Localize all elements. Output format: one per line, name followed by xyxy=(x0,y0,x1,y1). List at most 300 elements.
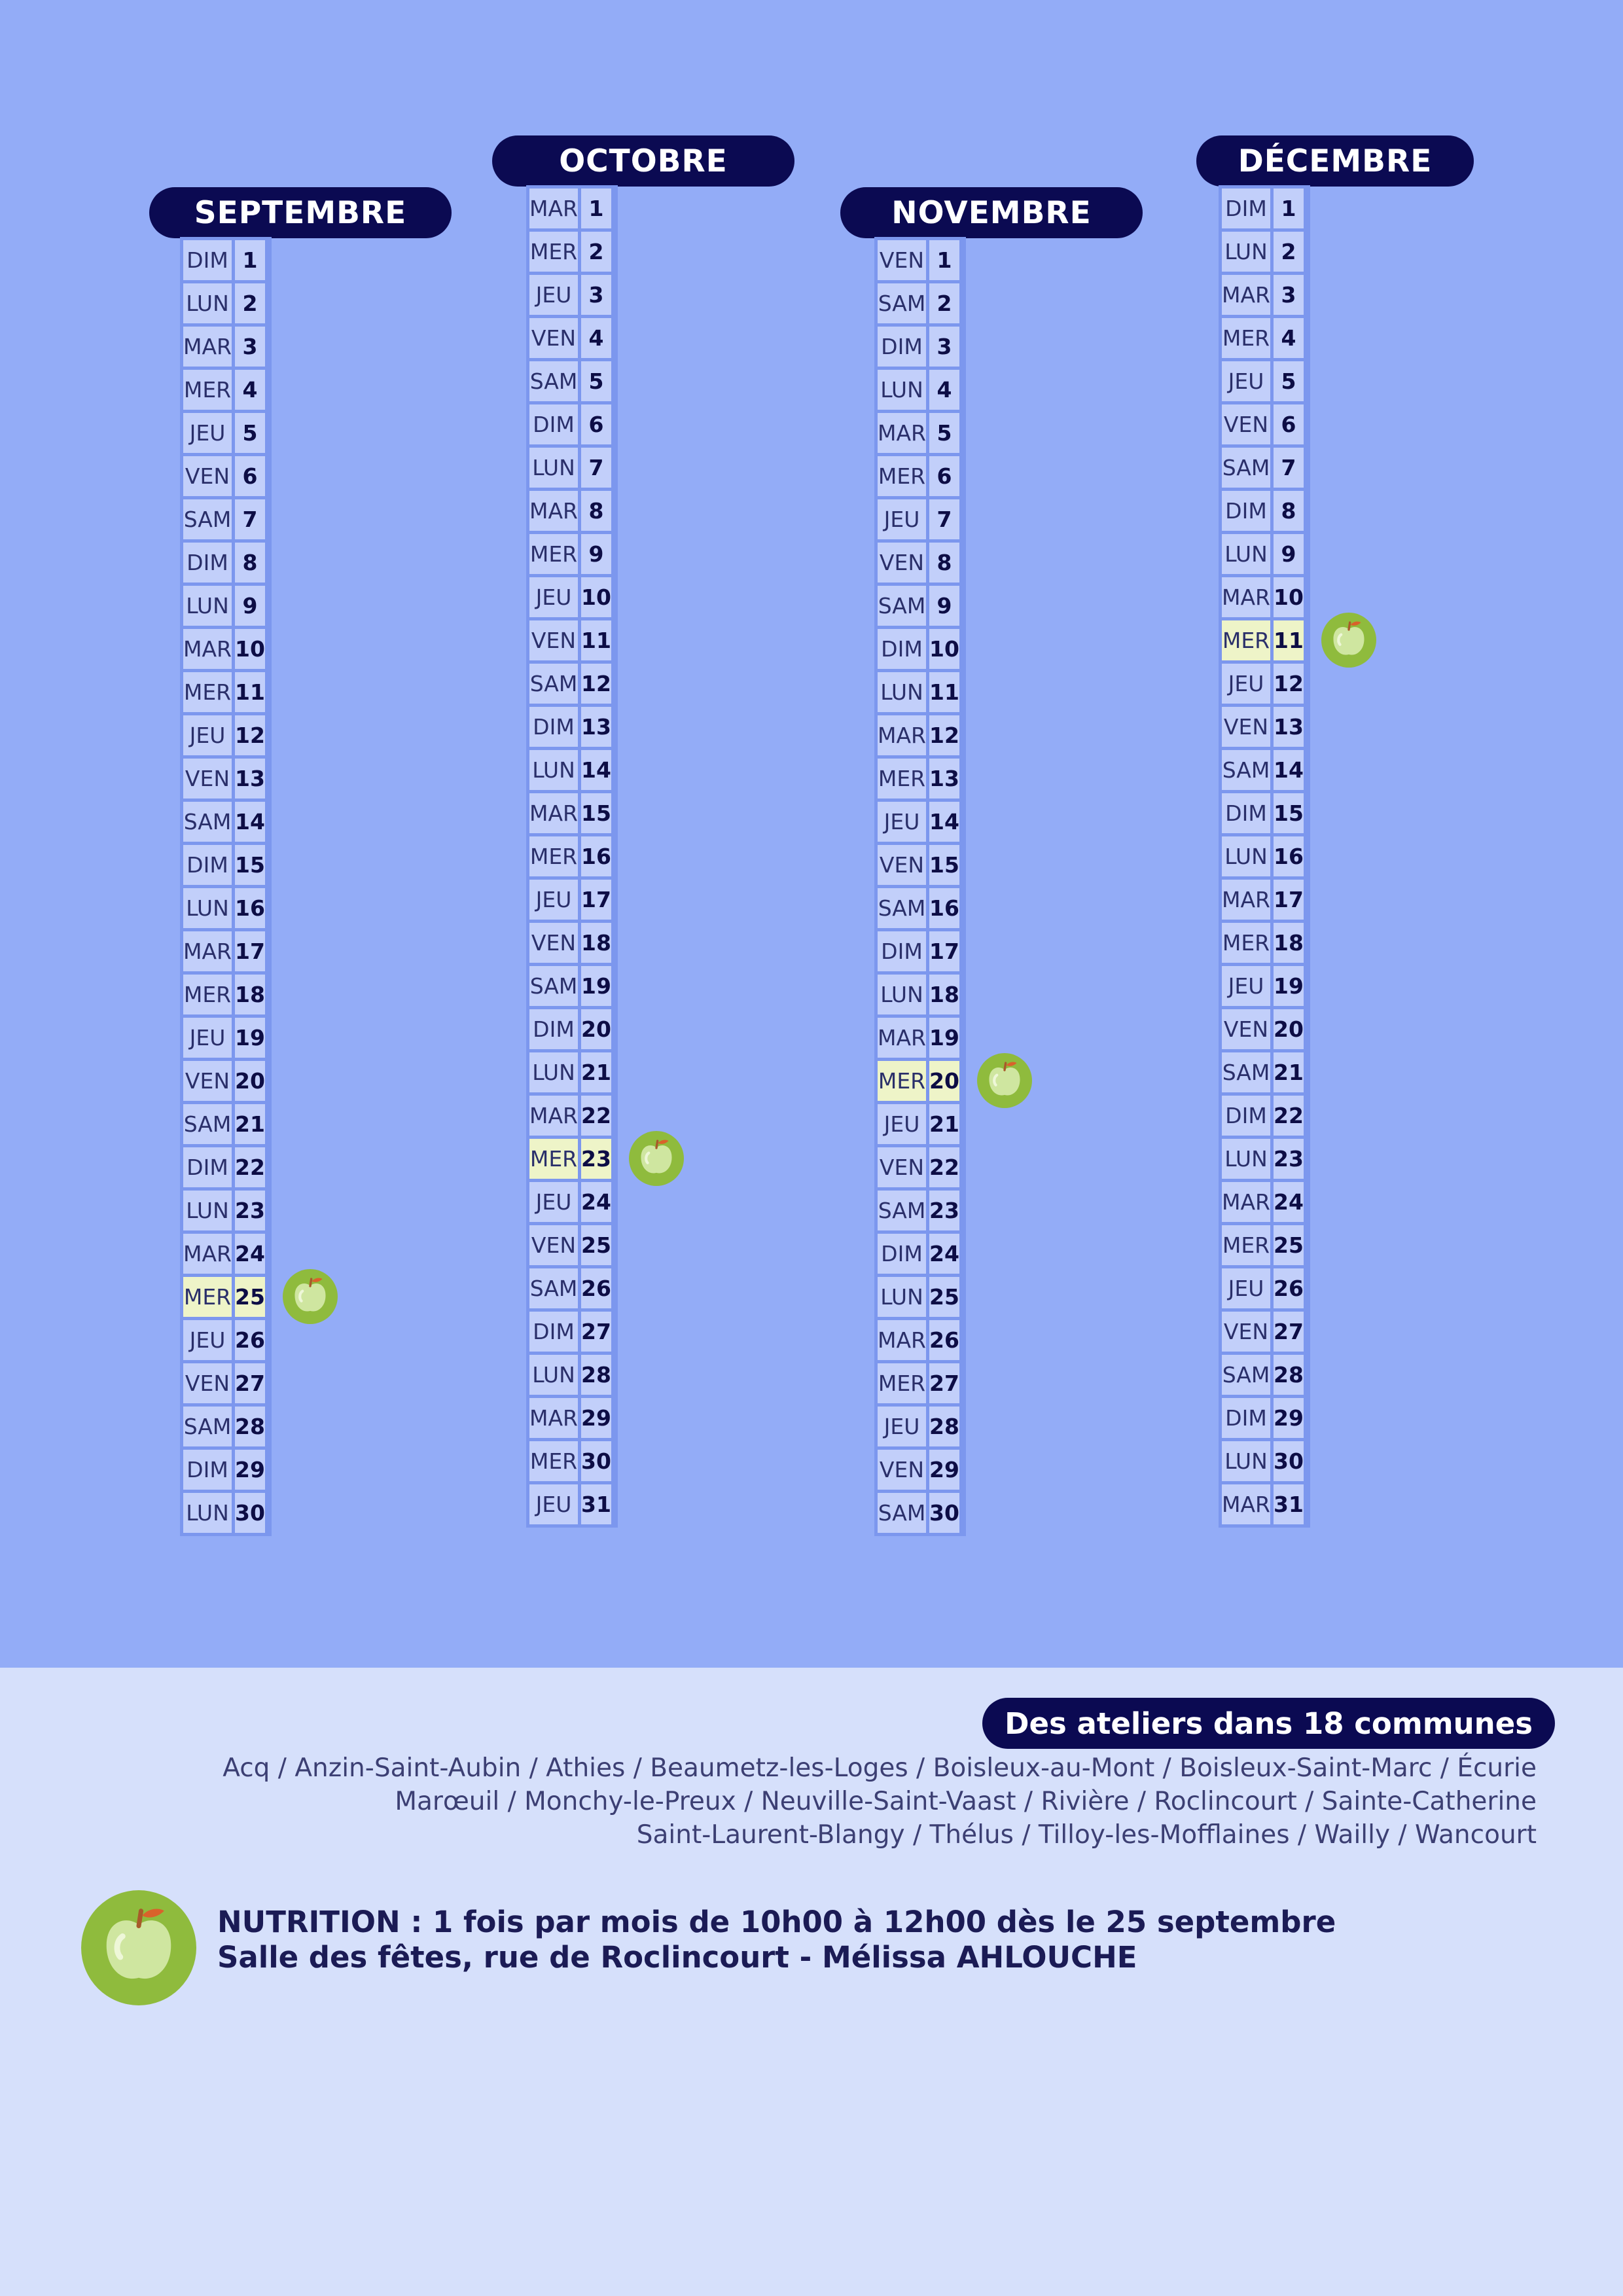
activity-cell xyxy=(613,403,616,446)
calendar-row xyxy=(876,1016,965,1060)
communes-list xyxy=(58,1751,1537,1852)
calendar-row xyxy=(1221,317,1309,360)
weekday-cell: VEN xyxy=(876,239,928,282)
date-cell: 27 xyxy=(1272,1310,1305,1354)
activity-cell xyxy=(266,1492,270,1535)
date-cell: 27 xyxy=(579,1310,613,1354)
weekday-cell: MAR xyxy=(528,1397,580,1440)
calendar-row xyxy=(876,930,965,973)
date-cell: 24 xyxy=(1272,1181,1305,1224)
date-cell: 10 xyxy=(1272,576,1305,619)
date-cell: 26 xyxy=(1272,1267,1305,1310)
date-cell: 18 xyxy=(233,973,266,1016)
weekday-cell: MER xyxy=(1221,317,1272,360)
calendar-row xyxy=(1221,749,1309,792)
activity-cell xyxy=(961,1016,964,1060)
activity-cell xyxy=(266,584,270,628)
calendar-row xyxy=(1221,490,1309,533)
activity-cell xyxy=(961,1448,964,1492)
activity-cell xyxy=(613,922,616,965)
activity-cell xyxy=(1305,835,1308,878)
date-cell: 30 xyxy=(233,1492,266,1535)
weekday-cell: JEU xyxy=(528,878,580,922)
activity-cell xyxy=(266,1319,270,1362)
calendar-row xyxy=(876,239,965,282)
date-cell: 7 xyxy=(233,498,266,541)
calendar-row xyxy=(876,1103,965,1146)
date-cell: 4 xyxy=(579,317,613,360)
date-cell: 26 xyxy=(927,1319,961,1362)
date-cell: 5 xyxy=(1272,360,1305,403)
calendar-table xyxy=(1219,185,1310,1528)
calendar-row xyxy=(1221,792,1309,835)
date-cell: 22 xyxy=(927,1146,961,1189)
calendar-row xyxy=(1221,446,1309,490)
activity-cell xyxy=(961,1362,964,1405)
calendar-row xyxy=(182,412,270,455)
date-cell: 11 xyxy=(579,619,613,662)
calendar-row xyxy=(876,844,965,887)
weekday-cell: SAM xyxy=(1221,446,1272,490)
activity-cell xyxy=(1305,1224,1308,1267)
weekday-cell: MAR xyxy=(876,1319,928,1362)
date-cell: 27 xyxy=(233,1362,266,1405)
weekday-cell: MAR xyxy=(1221,274,1272,317)
activity-cell xyxy=(961,714,964,757)
date-cell: 23 xyxy=(579,1138,613,1181)
calendar-row xyxy=(1221,230,1309,274)
activity-cell xyxy=(961,1103,964,1146)
calendar-row xyxy=(876,887,965,930)
calendar-row xyxy=(528,706,616,749)
calendar-row xyxy=(1221,922,1309,965)
date-cell: 18 xyxy=(579,922,613,965)
weekday-cell: VEN xyxy=(876,1448,928,1492)
activity-cell xyxy=(1305,662,1308,706)
date-cell: 1 xyxy=(233,239,266,282)
weekday-cell: LUN xyxy=(1221,533,1272,576)
calendar-row xyxy=(528,1051,616,1094)
calendar-row xyxy=(182,757,270,800)
date-cell: 14 xyxy=(1272,749,1305,792)
date-cell: 15 xyxy=(233,844,266,887)
activity-cell xyxy=(613,187,616,230)
date-cell: 21 xyxy=(233,1103,266,1146)
activity-cell xyxy=(266,671,270,714)
activity-cell xyxy=(613,792,616,835)
date-cell: 20 xyxy=(579,1008,613,1051)
activity-cell xyxy=(961,844,964,887)
weekday-cell: JEU xyxy=(876,1103,928,1146)
weekday-cell: MER xyxy=(182,1276,234,1319)
activity-cell xyxy=(1305,1008,1308,1051)
date-cell: 29 xyxy=(1272,1397,1305,1440)
date-cell: 4 xyxy=(1272,317,1305,360)
date-cell: 13 xyxy=(1272,706,1305,749)
weekday-cell: VEN xyxy=(182,757,234,800)
weekday-cell: JEU xyxy=(528,1181,580,1224)
date-cell: 1 xyxy=(1272,187,1305,230)
activity-cell xyxy=(613,835,616,878)
activity-cell xyxy=(1305,576,1308,619)
calendar-row xyxy=(528,922,616,965)
weekday-cell: SAM xyxy=(1221,749,1272,792)
calendar-row xyxy=(1221,1138,1309,1181)
calendar-row xyxy=(528,1310,616,1354)
activity-cell xyxy=(1305,1483,1308,1526)
activity-cell xyxy=(1305,1440,1308,1483)
date-cell: 24 xyxy=(579,1181,613,1224)
weekday-cell: LUN xyxy=(876,671,928,714)
weekday-cell: MER xyxy=(1221,1224,1272,1267)
date-cell: 19 xyxy=(927,1016,961,1060)
date-cell: 20 xyxy=(233,1060,266,1103)
activity-cell xyxy=(613,619,616,662)
activity-cell xyxy=(613,446,616,490)
weekday-cell: VEN xyxy=(182,455,234,498)
weekday-cell: JEU xyxy=(876,498,928,541)
weekday-cell: DIM xyxy=(876,930,928,973)
weekday-cell: JEU xyxy=(182,412,234,455)
activity-cell xyxy=(613,1397,616,1440)
activity-cell xyxy=(266,757,270,800)
activity-cell xyxy=(1305,965,1308,1008)
weekday-cell: LUN xyxy=(876,973,928,1016)
calendar-row xyxy=(182,800,270,844)
date-cell: 13 xyxy=(579,706,613,749)
date-cell: 13 xyxy=(233,757,266,800)
date-cell: 11 xyxy=(233,671,266,714)
calendar-row xyxy=(1221,1267,1309,1310)
weekday-cell: JEU xyxy=(1221,360,1272,403)
date-cell: 1 xyxy=(579,187,613,230)
activity-cell xyxy=(1305,230,1308,274)
calendar-row xyxy=(528,360,616,403)
weekday-cell: SAM xyxy=(876,1189,928,1232)
calendar-row xyxy=(182,1146,270,1189)
calendar-row xyxy=(182,628,270,671)
weekday-cell: JEU xyxy=(1221,965,1272,1008)
activity-cell xyxy=(961,1146,964,1189)
date-cell: 30 xyxy=(1272,1440,1305,1483)
activity-cell xyxy=(1305,317,1308,360)
activity-cell xyxy=(1305,1397,1308,1440)
calendar-row xyxy=(1221,187,1309,230)
weekday-cell: VEN xyxy=(876,541,928,584)
date-cell: 5 xyxy=(927,412,961,455)
activity-cell xyxy=(266,1189,270,1232)
calendar-row xyxy=(182,1016,270,1060)
weekday-cell: JEU xyxy=(528,576,580,619)
activity-cell xyxy=(961,1276,964,1319)
date-cell: 16 xyxy=(1272,835,1305,878)
date-cell: 17 xyxy=(579,878,613,922)
calendar-row xyxy=(182,1362,270,1405)
activity-cell xyxy=(266,282,270,325)
weekday-cell: MAR xyxy=(528,187,580,230)
date-cell: 7 xyxy=(579,446,613,490)
calendar-row xyxy=(182,1405,270,1448)
apple-icon xyxy=(283,1269,338,1324)
calendar-row xyxy=(876,1492,965,1535)
activity-cell xyxy=(1305,1181,1308,1224)
activity-cell xyxy=(266,628,270,671)
date-cell: 21 xyxy=(579,1051,613,1094)
activity-cell xyxy=(613,1138,616,1181)
date-cell: 3 xyxy=(579,274,613,317)
calendar-row xyxy=(876,1362,965,1405)
activity-cell xyxy=(961,757,964,800)
activity-cell xyxy=(1305,1267,1308,1310)
calendar-row xyxy=(182,844,270,887)
date-cell: 16 xyxy=(579,835,613,878)
date-cell: 12 xyxy=(927,714,961,757)
activity-cell xyxy=(266,498,270,541)
calendar-row xyxy=(182,1060,270,1103)
weekday-cell: DIM xyxy=(528,1008,580,1051)
date-cell: 5 xyxy=(233,412,266,455)
weekday-cell: LUN xyxy=(1221,230,1272,274)
activity-cell xyxy=(961,1189,964,1232)
calendar-row xyxy=(182,671,270,714)
activity-cell xyxy=(1305,1138,1308,1181)
date-cell: 30 xyxy=(927,1492,961,1535)
date-cell: 8 xyxy=(927,541,961,584)
activity-cell xyxy=(961,1232,964,1276)
date-cell: 28 xyxy=(927,1405,961,1448)
weekday-cell: LUN xyxy=(876,368,928,412)
weekday-cell: MAR xyxy=(876,1016,928,1060)
weekday-cell: JEU xyxy=(182,1319,234,1362)
activity-cell xyxy=(266,1103,270,1146)
calendar-row xyxy=(876,1146,965,1189)
activity-cell xyxy=(613,490,616,533)
date-cell: 29 xyxy=(579,1397,613,1440)
calendar-row xyxy=(528,187,616,230)
activity-cell xyxy=(961,930,964,973)
calendar-row xyxy=(182,1492,270,1535)
activity-cell xyxy=(613,749,616,792)
calendar-row xyxy=(876,1405,965,1448)
date-cell: 9 xyxy=(233,584,266,628)
activity-cell xyxy=(961,800,964,844)
weekday-cell: SAM xyxy=(528,662,580,706)
date-cell: 1 xyxy=(927,239,961,282)
weekday-cell: LUN xyxy=(182,282,234,325)
calendar-row xyxy=(528,878,616,922)
date-cell: 17 xyxy=(1272,878,1305,922)
weekday-cell: MAR xyxy=(182,628,234,671)
activity-cell xyxy=(613,1267,616,1310)
date-cell: 24 xyxy=(927,1232,961,1276)
calendar-row xyxy=(528,1354,616,1397)
weekday-cell: JEU xyxy=(182,1016,234,1060)
weekday-cell: DIM xyxy=(876,325,928,368)
activity-cell xyxy=(266,1362,270,1405)
weekday-cell: MER xyxy=(1221,922,1272,965)
weekday-cell: SAM xyxy=(182,1103,234,1146)
weekday-cell: LUN xyxy=(528,1051,580,1094)
weekday-cell: VEN xyxy=(1221,1008,1272,1051)
date-cell: 22 xyxy=(233,1146,266,1189)
calendar-row xyxy=(876,282,965,325)
date-cell: 15 xyxy=(927,844,961,887)
calendar-row xyxy=(1221,1354,1309,1397)
activity-cell xyxy=(1305,533,1308,576)
date-cell: 20 xyxy=(927,1060,961,1103)
weekday-cell: LUN xyxy=(1221,1138,1272,1181)
calendar-row xyxy=(528,1440,616,1483)
calendar-row xyxy=(528,1397,616,1440)
activity-cell xyxy=(613,965,616,1008)
calendar-row xyxy=(182,368,270,412)
weekday-cell: SAM xyxy=(876,887,928,930)
calendar-row xyxy=(876,325,965,368)
weekday-cell: MER xyxy=(876,1060,928,1103)
activity-cell xyxy=(961,1492,964,1535)
weekday-cell: MER xyxy=(182,973,234,1016)
weekday-cell: MAR xyxy=(876,412,928,455)
weekday-cell: SAM xyxy=(1221,1051,1272,1094)
date-cell: 4 xyxy=(927,368,961,412)
calendar-row xyxy=(1221,1440,1309,1483)
calendar-row xyxy=(182,239,270,282)
weekday-cell: DIM xyxy=(528,403,580,446)
calendar-row xyxy=(876,368,965,412)
calendar-row xyxy=(528,1181,616,1224)
weekday-cell: DIM xyxy=(182,239,234,282)
weekday-cell: JEU xyxy=(528,1483,580,1526)
weekday-cell: SAM xyxy=(182,800,234,844)
weekday-cell: VEN xyxy=(528,317,580,360)
date-cell: 21 xyxy=(927,1103,961,1146)
activity-cell xyxy=(613,1051,616,1094)
activity-cell xyxy=(613,1008,616,1051)
date-cell: 18 xyxy=(927,973,961,1016)
date-cell: 23 xyxy=(1272,1138,1305,1181)
calendar-row xyxy=(528,792,616,835)
date-cell: 27 xyxy=(927,1362,961,1405)
weekday-cell: MER xyxy=(182,368,234,412)
activity-cell xyxy=(613,576,616,619)
activity-cell xyxy=(613,1440,616,1483)
calendar-row xyxy=(876,498,965,541)
calendar-row xyxy=(876,1448,965,1492)
activity-cell xyxy=(961,282,964,325)
month-title: NOVEMBRE xyxy=(840,187,1143,238)
calendar-row xyxy=(182,455,270,498)
date-cell: 10 xyxy=(579,576,613,619)
date-cell: 17 xyxy=(233,930,266,973)
activity-cell xyxy=(266,714,270,757)
date-cell: 28 xyxy=(1272,1354,1305,1397)
weekday-cell: DIM xyxy=(1221,490,1272,533)
activity-cell xyxy=(266,1016,270,1060)
calendar-row xyxy=(528,1224,616,1267)
weekday-cell: JEU xyxy=(876,1405,928,1448)
activity-cell xyxy=(961,325,964,368)
calendar-row xyxy=(528,403,616,446)
weekday-cell: SAM xyxy=(182,1405,234,1448)
calendar-row xyxy=(528,1094,616,1138)
activity-cell xyxy=(961,239,964,282)
weekday-cell: LUN xyxy=(1221,835,1272,878)
activity-cell xyxy=(1305,1051,1308,1094)
activity-cell xyxy=(266,1146,270,1189)
date-cell: 24 xyxy=(233,1232,266,1276)
weekday-cell: LUN xyxy=(528,446,580,490)
calendar-row xyxy=(876,412,965,455)
date-cell: 28 xyxy=(579,1354,613,1397)
date-cell: 16 xyxy=(233,887,266,930)
calendar-row xyxy=(182,1189,270,1232)
activity-cell xyxy=(1305,878,1308,922)
weekday-cell: MER xyxy=(876,455,928,498)
weekday-cell: LUN xyxy=(876,1276,928,1319)
weekday-cell: VEN xyxy=(1221,706,1272,749)
apple-icon xyxy=(629,1131,684,1186)
activity-cell xyxy=(266,800,270,844)
weekday-cell: LUN xyxy=(182,1492,234,1535)
calendar-row xyxy=(528,1267,616,1310)
activity-cell xyxy=(1305,706,1308,749)
calendar-row xyxy=(876,1319,965,1362)
weekday-cell: LUN xyxy=(1221,1440,1272,1483)
weekday-cell: DIM xyxy=(182,1146,234,1189)
weekday-cell: LUN xyxy=(182,1189,234,1232)
weekday-cell: SAM xyxy=(528,360,580,403)
date-cell: 3 xyxy=(233,325,266,368)
weekday-cell: MAR xyxy=(1221,1181,1272,1224)
date-cell: 11 xyxy=(927,671,961,714)
date-cell: 11 xyxy=(1272,619,1305,662)
weekday-cell: VEN xyxy=(528,922,580,965)
date-cell: 6 xyxy=(579,403,613,446)
activity-cell xyxy=(1305,274,1308,317)
calendar-row xyxy=(182,282,270,325)
activity-cell xyxy=(961,1060,964,1103)
date-cell: 25 xyxy=(1272,1224,1305,1267)
legend-line: Salle des fêtes, rue de Roclincourt - Mélissa AHLOUCHE xyxy=(217,1940,1137,1975)
activity-cell xyxy=(961,1405,964,1448)
activity-cell xyxy=(961,541,964,584)
calendar-row xyxy=(528,749,616,792)
activity-cell xyxy=(961,455,964,498)
calendar-row xyxy=(1221,1397,1309,1440)
calendar-row xyxy=(528,965,616,1008)
calendar-row xyxy=(182,584,270,628)
date-cell: 8 xyxy=(579,490,613,533)
weekday-cell: MAR xyxy=(528,792,580,835)
apple-icon xyxy=(81,1890,196,2005)
date-cell: 31 xyxy=(1272,1483,1305,1526)
weekday-cell: MAR xyxy=(1221,576,1272,619)
calendar-row xyxy=(876,1189,965,1232)
activity-cell xyxy=(1305,792,1308,835)
date-cell: 3 xyxy=(1272,274,1305,317)
activity-cell xyxy=(266,930,270,973)
weekday-cell: DIM xyxy=(182,844,234,887)
activity-cell xyxy=(613,533,616,576)
calendar-row xyxy=(1221,403,1309,446)
date-cell: 26 xyxy=(233,1319,266,1362)
weekday-cell: VEN xyxy=(528,1224,580,1267)
date-cell: 6 xyxy=(927,455,961,498)
weekday-cell: LUN xyxy=(182,584,234,628)
calendar-row xyxy=(182,1319,270,1362)
weekday-cell: MAR xyxy=(182,325,234,368)
weekday-cell: VEN xyxy=(182,1362,234,1405)
